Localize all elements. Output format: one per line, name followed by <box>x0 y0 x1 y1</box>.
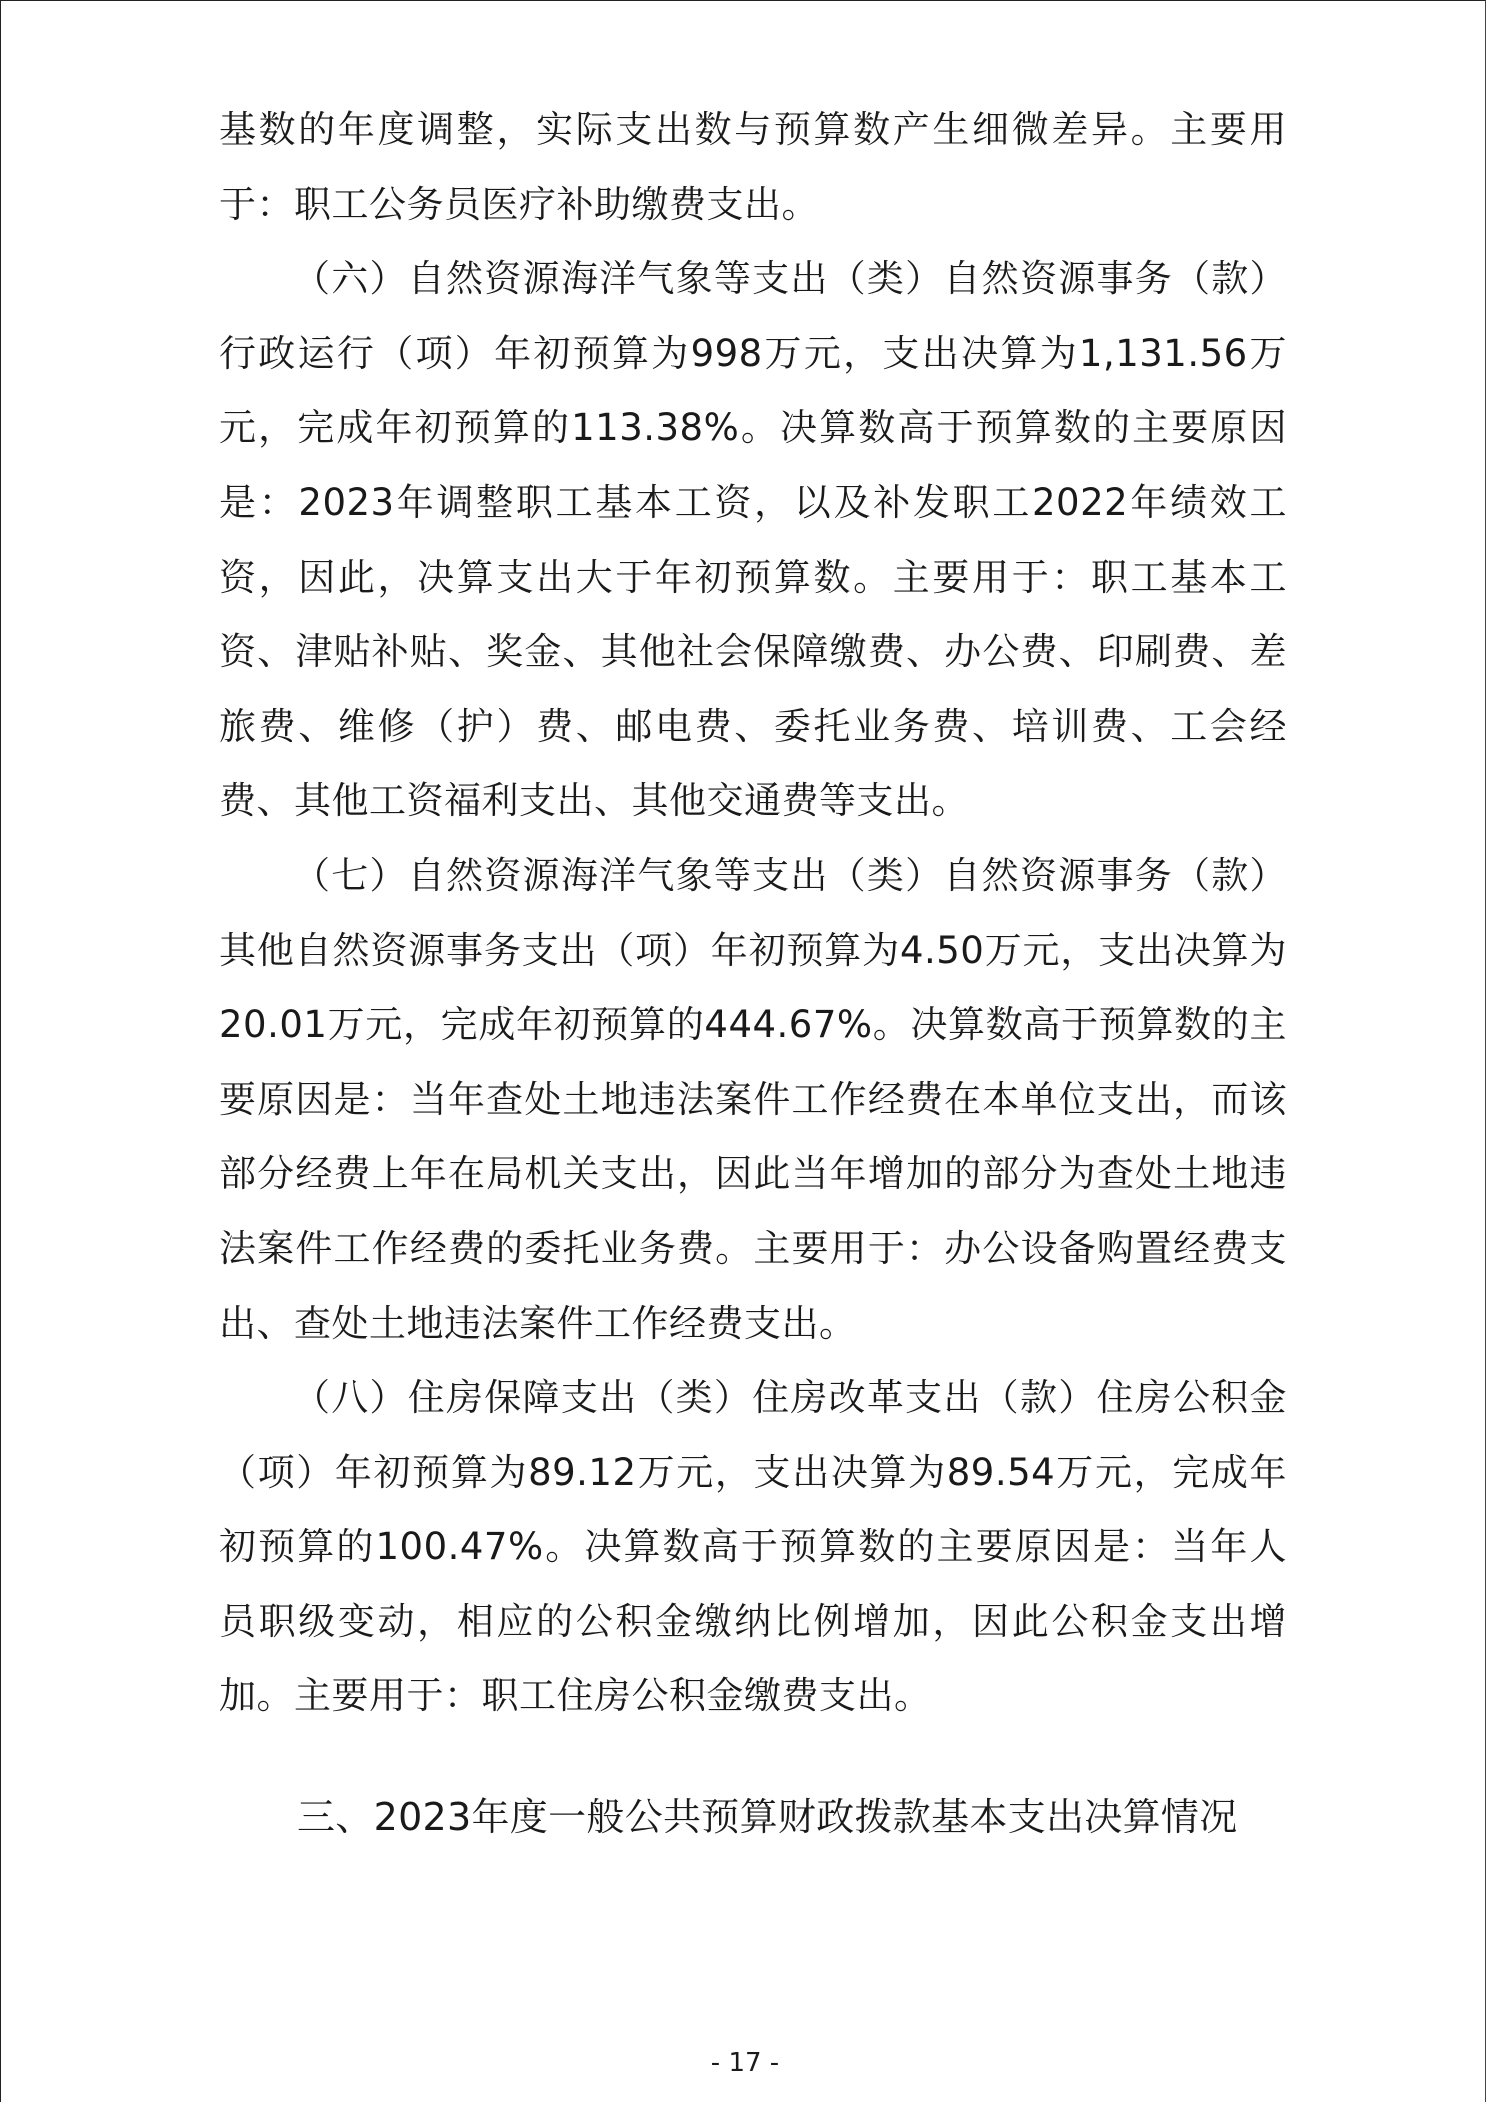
paragraph-item-7: （七）自然资源海洋气象等支出（类）自然资源事务（款）其他自然资源事务支出（项）年初预算为4.50万元，支出决算为20.01万元，完成年初预算的444.67%。决算数高于预算数的主要原因是：当年查处土地违法案件工作经费在本单位支出，而该部分经费上年在局机关支出，因此当年增加的部分为查处土地违法案件工作经费的委托业务费。主要用于：办公设备购置经费支出、查处土地违法案件工作经费支出。 <box>219 853 1287 1345</box>
body-text <box>219 93 1287 1734</box>
page-number: - 17 - <box>710 2048 780 2078</box>
paragraph-item-8: （八）住房保障支出（类）住房改革支出（款）住房公积金（项）年初预算为89.12万元，支出决算为89.54万元，完成年初预算的100.47%。决算数高于预算数的主要原因是：当年人员职级变动，相应的公积金缴纳比例增加，因此公积金支出增加。主要用于：职工住房公积金缴费支出。 <box>219 1376 1287 1718</box>
paragraph-item-6: （六）自然资源海洋气象等支出（类）自然资源事务（款）行政运行（项）年初预算为998万元，支出决算为1,131.56万元，完成年初预算的113.38%。决算数高于预算数的主要原因是：2023年调整职工基本工资，以及补发职工2022年绩效工资，因此，决算支出大于年初预算数。主要用于：职工基本工资、津贴补贴、奖金、其他社会保障缴费、办公费、印刷费、差旅费、维修（护）费、邮电费、委托业务费、培训费、工会经费、其他工资福利支出、其他交通费等支出。 <box>219 257 1287 823</box>
paragraph-continuation: 基数的年度调整，实际支出数与预算数产生细微差异。主要用于：职工公务员医疗补助缴费支出。 <box>219 108 1287 226</box>
section-heading: 三、2023年度一般公共预算财政拨款基本支出决算情况 <box>297 1795 1238 1839</box>
